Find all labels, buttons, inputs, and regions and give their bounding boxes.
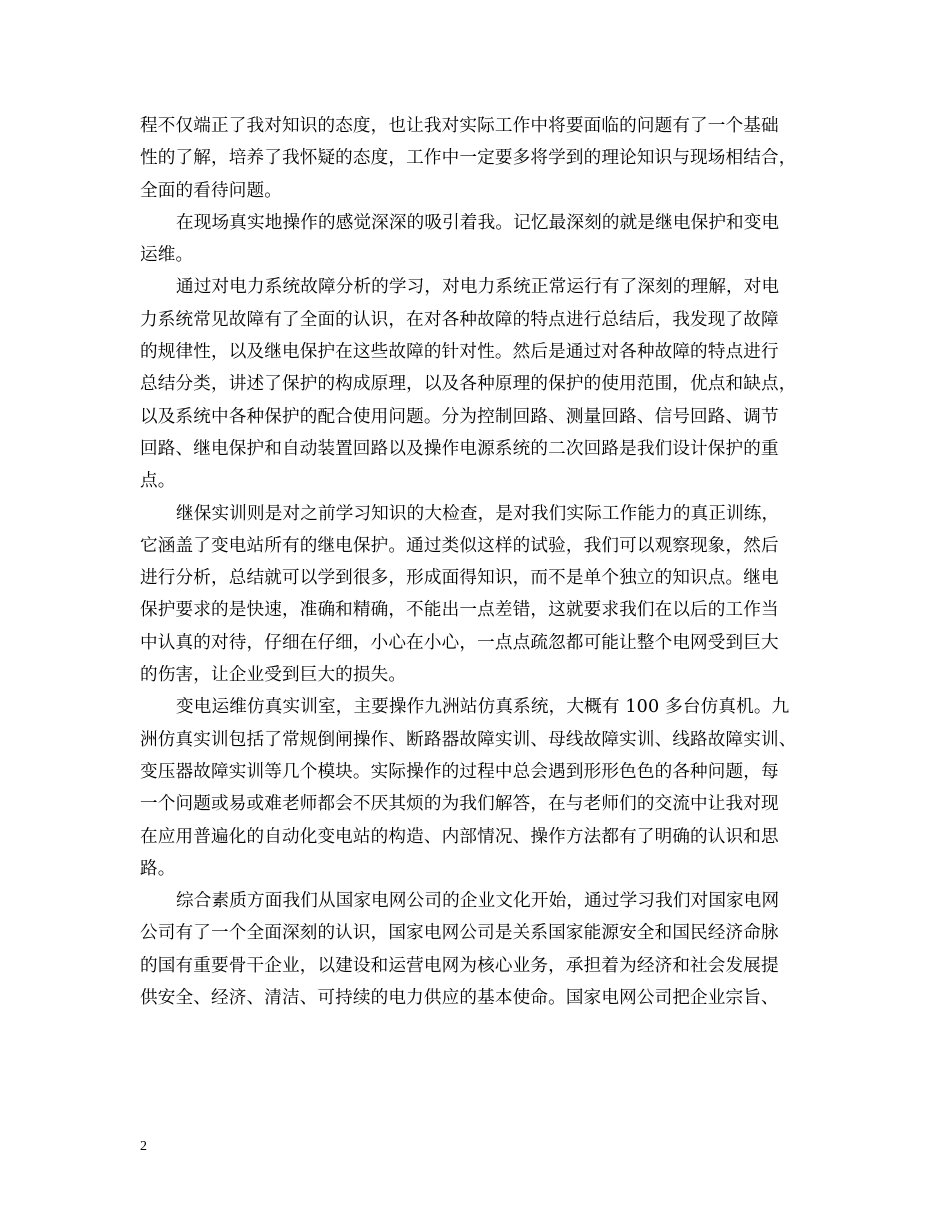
paragraph-first-line: 在现场真实地操作的感觉深深的吸引着我。记忆最深刻的就是继电保护和变电 bbox=[176, 212, 780, 233]
text-line: 运维。 bbox=[140, 245, 194, 266]
text-line: 的伤害，让企业受到巨大的损失。 bbox=[140, 665, 407, 686]
text-line: 回路、继电保护和自动装置回路以及操作电源系统的二次回路是我们设计保护的重 bbox=[140, 438, 779, 459]
paragraph-first-line: 通过对电力系统故障分析的学习，对电力系统正常运行有了深刻的理解，对电 bbox=[176, 277, 780, 298]
text-line: 程不仅端正了我对知识的态度，也让我对实际工作中将要面临的问题有了一个基础 bbox=[140, 116, 779, 136]
text-line: 变压器故障实训等几个模块。实际操作的过程中总会遇到形形色色的各种问题，每 bbox=[140, 761, 779, 782]
text-line: 性的了解，培养了我怀疑的态度，工作中一定要多将学到的理论知识与现场相结合， bbox=[140, 148, 797, 169]
text-line: 以及系统中各种保护的配合使用问题。分为控制回路、测量回路、信号回路、调节 bbox=[140, 406, 779, 427]
paragraph-first-line: 继保实训则是对之前学习知识的大检查，是对我们实际工作能力的真正训练， bbox=[176, 503, 780, 524]
text-line: 力系统常见故障有了全面的认识，在对各种故障的特点进行总结后，我发现了故障 bbox=[140, 309, 779, 330]
text-line: 在应用普遍化的自动化变电站的构造、内部情况、操作方法都有了明确的认识和思 bbox=[140, 826, 779, 847]
text-line: 它涵盖了变电站所有的继电保护。通过类似这样的试验，我们可以观察现象，然后 bbox=[140, 535, 779, 556]
text-line: 总结分类，讲述了保护的构成原理，以及各种原理的保护的使用范围，优点和缺点， bbox=[140, 374, 797, 395]
text-line: 保护要求的是快速，准确和精确，不能出一点差错，这就要求我们在以后的工作当 bbox=[140, 600, 779, 621]
text-line: 全面的看待问题。 bbox=[140, 180, 282, 201]
text-line: 洲仿真实训包括了常规倒闸操作、断路器故障实训、母线故障实训、线路故障实训、 bbox=[140, 729, 797, 750]
text-line: 点。 bbox=[140, 471, 176, 492]
text-line: 供安全、经济、清洁、可持续的电力供应的基本使命。国家电网公司把企业宗旨、 bbox=[140, 988, 779, 1009]
text-line: 的国有重要骨干企业，以建设和运营电网为核心业务，承担着为经济和社会发展提 bbox=[140, 955, 779, 976]
paragraph-first-line: 变电运维仿真实训室，主要操作九洲站仿真系统，大概有 100 多台仿真机。九 bbox=[176, 697, 790, 718]
body-text bbox=[140, 110, 810, 1014]
text-line: 进行分析，总结就可以学到很多，形成面得知识，而不是单个独立的知识点。继电 bbox=[140, 568, 779, 589]
text-line: 的规律性，以及继电保护在这些故障的针对性。然后是通过对各种故障的特点进行 bbox=[140, 342, 779, 363]
text-line: 公司有了一个全面深刻的认识，国家电网公司是关系国家能源安全和国民经济命脉 bbox=[140, 923, 779, 944]
text-line: 路。 bbox=[140, 858, 176, 879]
text-line: 一个问题或易或难老师都会不厌其烦的为我们解答，在与老师们的交流中让我对现 bbox=[140, 794, 779, 815]
text-line: 中认真的对待，仔细在仔细，小心在小心，一点点疏忽都可能让整个电网受到巨大 bbox=[140, 632, 779, 653]
page-number: 2 bbox=[140, 1139, 147, 1154]
paragraph-first-line: 综合素质方面我们从国家电网公司的企业文化开始，通过学习我们对国家电网 bbox=[176, 891, 780, 912]
